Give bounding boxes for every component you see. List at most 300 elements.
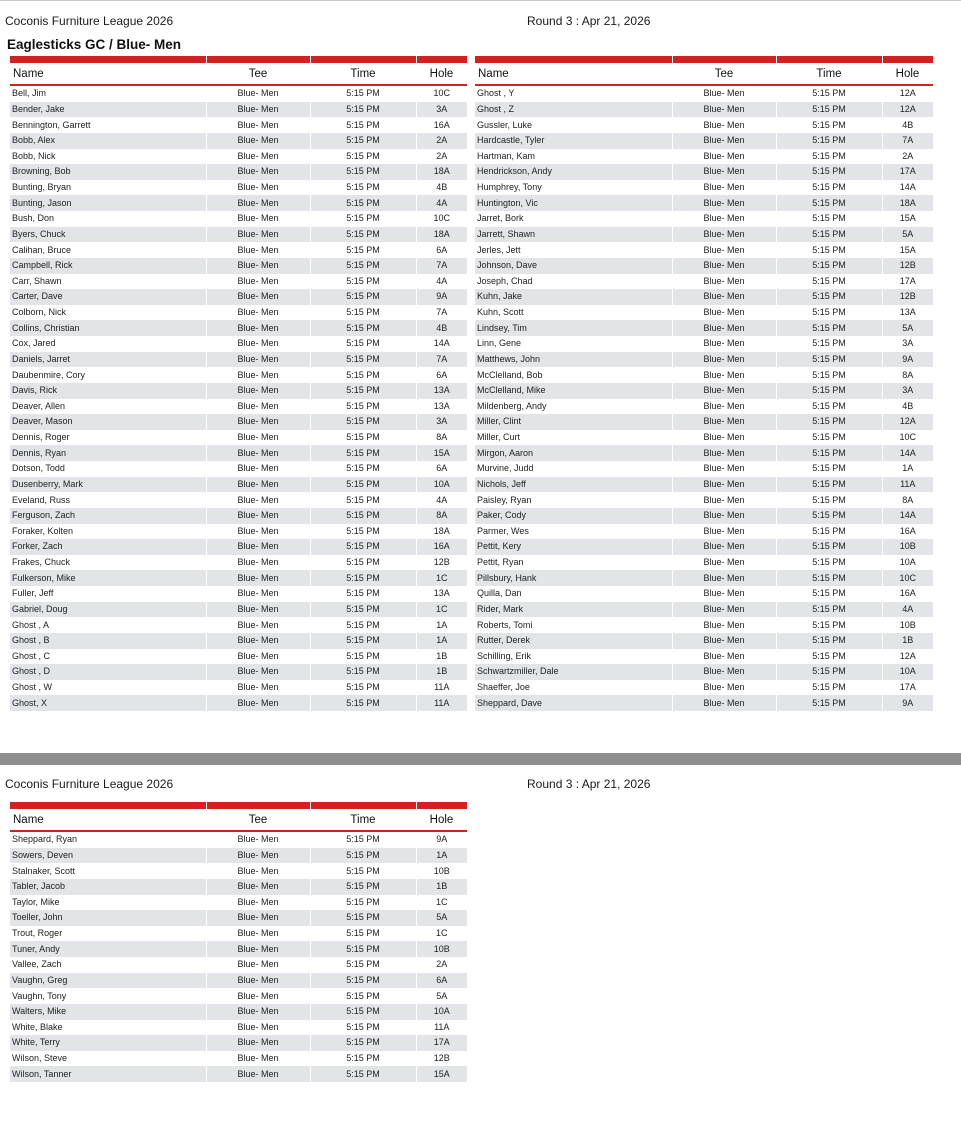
- player-name: Miller, Curt: [477, 432, 521, 443]
- player-name: Eveland, Russ: [12, 494, 71, 505]
- table-row: [10, 1066, 467, 1082]
- tee-time: 5:15 PM: [310, 539, 416, 555]
- tee-time: 5:15 PM: [776, 102, 882, 118]
- starting-hole: 9A: [882, 695, 933, 711]
- player-tee: Blue- Men: [206, 1035, 310, 1051]
- tee-time: 5:15 PM: [776, 492, 882, 508]
- tee-time: 5:15 PM: [310, 430, 416, 446]
- player-name: Tuner, Andy: [10, 941, 206, 957]
- player-tee: Blue- Men: [206, 1051, 310, 1067]
- table-row: [10, 957, 467, 973]
- tee-time: 5:15 PM: [310, 320, 416, 336]
- player-name: Paisley, Ryan: [477, 494, 532, 505]
- table-row: [10, 164, 467, 180]
- starting-hole: 15A: [416, 445, 467, 461]
- table-row: [10, 524, 467, 540]
- player-name: Bell, Jim: [12, 88, 47, 99]
- tee-time: 5:15 PM: [310, 195, 416, 211]
- table-row: [475, 242, 933, 258]
- starting-hole: 9A: [416, 831, 467, 848]
- starting-hole: 1A: [416, 617, 467, 633]
- tee-time: 5:15 PM: [776, 211, 882, 227]
- starting-hole: 6A: [416, 242, 467, 258]
- player-name: Carr, Shawn: [12, 275, 62, 286]
- player-tee: Blue- Men: [206, 149, 310, 165]
- table-row: [475, 211, 933, 227]
- column-header-time: Time: [310, 809, 416, 831]
- table-row: [10, 831, 467, 848]
- player-name: Carter, Dave: [10, 289, 206, 305]
- player-name: Foraker, Kolten: [12, 525, 74, 536]
- table-row: [10, 879, 467, 895]
- table-row: [475, 570, 933, 586]
- roster-table-page2: [10, 802, 467, 1082]
- player-tee: Blue- Men: [206, 586, 310, 602]
- tee-time: 5:15 PM: [776, 399, 882, 415]
- player-tee: Blue- Men: [672, 117, 776, 133]
- player-name: Kuhn, Scott: [477, 307, 524, 318]
- player-tee: Blue- Men: [206, 633, 310, 649]
- player-name: Ghost , Z: [475, 102, 672, 118]
- tee-time: 5:15 PM: [776, 305, 882, 321]
- tee-time: 5:15 PM: [776, 274, 882, 290]
- table-row: [10, 988, 467, 1004]
- starting-hole: 9A: [416, 289, 467, 305]
- player-name: Hendrickson, Andy: [475, 164, 672, 180]
- tee-time: 5:15 PM: [310, 570, 416, 586]
- player-name: Fuller, Jeff: [12, 588, 54, 599]
- table-row: [475, 289, 933, 305]
- player-tee: Blue- Men: [672, 508, 776, 524]
- player-name: Frakes, Chuck: [12, 557, 71, 568]
- player-name: Dusenberry, Mark: [10, 477, 206, 493]
- player-name: Mildenberg, Andy: [477, 400, 547, 411]
- player-name: Gabriel, Doug: [10, 602, 206, 618]
- column-header-name: Name: [10, 809, 206, 831]
- player-name: Huntington, Vic: [475, 195, 672, 211]
- starting-hole: 13A: [416, 586, 467, 602]
- player-name: Toeller, John: [10, 910, 206, 926]
- player-tee: Blue- Men: [672, 399, 776, 415]
- starting-hole: 7A: [882, 133, 933, 149]
- starting-hole: 7A: [416, 258, 467, 274]
- player-tee: Blue- Men: [672, 211, 776, 227]
- table-row: [10, 1035, 467, 1051]
- table-row: [10, 102, 467, 118]
- table-row: [10, 973, 467, 989]
- player-tee: Blue- Men: [206, 430, 310, 446]
- player-name: Deaver, Mason: [10, 414, 206, 430]
- table-row: [10, 274, 467, 290]
- tee-time: 5:15 PM: [776, 477, 882, 493]
- player-tee: Blue- Men: [672, 383, 776, 399]
- tee-time: 5:15 PM: [310, 399, 416, 415]
- tee-time: 5:15 PM: [776, 680, 882, 696]
- tee-time: 5:15 PM: [776, 258, 882, 274]
- table-row: [475, 399, 933, 415]
- starting-hole: 1A: [416, 633, 467, 649]
- table-row: [475, 180, 933, 196]
- table-row: [475, 539, 933, 555]
- starting-hole: 1B: [416, 879, 467, 895]
- player-tee: Blue- Men: [206, 1020, 310, 1036]
- player-tee: Blue- Men: [672, 617, 776, 633]
- starting-hole: 3A: [416, 102, 467, 118]
- table-row: [10, 695, 467, 711]
- tee-time: 5:15 PM: [776, 430, 882, 446]
- table-row: [475, 274, 933, 290]
- tee-time: 5:15 PM: [310, 586, 416, 602]
- round-date: Round 3 : Apr 21, 2026: [527, 777, 651, 791]
- tee-time: 5:15 PM: [776, 586, 882, 602]
- player-name: Pettit, Kery: [475, 539, 672, 555]
- starting-hole: 15A: [416, 1066, 467, 1082]
- player-name: Davis, Rick: [10, 383, 206, 399]
- player-tee: Blue- Men: [206, 957, 310, 973]
- table-row: [10, 414, 467, 430]
- player-tee: Blue- Men: [206, 117, 310, 133]
- table-row: [10, 570, 467, 586]
- tee-time: 5:15 PM: [776, 570, 882, 586]
- player-tee: Blue- Men: [672, 274, 776, 290]
- table-row: [10, 926, 467, 942]
- starting-hole: 4B: [416, 180, 467, 196]
- starting-hole: 18A: [416, 524, 467, 540]
- player-tee: Blue- Men: [672, 461, 776, 477]
- player-name: Bunting, Bryan: [12, 182, 72, 193]
- player-tee: Blue- Men: [206, 133, 310, 149]
- player-name: Ferguson, Zach: [10, 508, 206, 524]
- player-tee: Blue- Men: [206, 1004, 310, 1020]
- player-name: Forker, Zach: [10, 539, 206, 555]
- player-tee: Blue- Men: [206, 227, 310, 243]
- tee-time: 5:15 PM: [310, 895, 416, 911]
- tee-time: 5:15 PM: [776, 633, 882, 649]
- tee-time: 5:15 PM: [776, 149, 882, 165]
- starting-hole: 2A: [882, 149, 933, 165]
- tee-time: 5:15 PM: [310, 85, 416, 102]
- table-row: [10, 555, 467, 571]
- table-row: [10, 133, 467, 149]
- starting-hole: 13A: [416, 399, 467, 415]
- player-tee: Blue- Men: [206, 352, 310, 368]
- player-name: Deaver, Allen: [12, 400, 66, 411]
- player-name: Daniels, Jarret: [10, 352, 206, 368]
- player-name: Bunting, Jason: [10, 195, 206, 211]
- league-title: Coconis Furniture League 2026: [5, 14, 174, 28]
- player-name: Ghost, X: [10, 695, 206, 711]
- tee-time: 5:15 PM: [776, 555, 882, 571]
- player-name: Linn, Gene: [477, 338, 522, 349]
- table-row: [10, 320, 467, 336]
- table-row: [475, 305, 933, 321]
- starting-hole: 18A: [882, 195, 933, 211]
- player-name: Gussler, Luke: [477, 119, 533, 130]
- player-name: Ghost , B: [10, 633, 206, 649]
- starting-hole: 4A: [416, 274, 467, 290]
- starting-hole: 16A: [882, 524, 933, 540]
- player-tee: Blue- Men: [206, 102, 310, 118]
- starting-hole: 1A: [882, 461, 933, 477]
- player-tee: Blue- Men: [672, 149, 776, 165]
- roster-table-right: [475, 56, 933, 711]
- player-tee: Blue- Men: [206, 508, 310, 524]
- player-name: Daubenmire, Cory: [12, 369, 86, 380]
- tee-time: 5:15 PM: [310, 633, 416, 649]
- player-tee: Blue- Men: [206, 211, 310, 227]
- player-name: Collins, Christian: [10, 320, 206, 336]
- player-name: Roberts, Tomi: [477, 619, 533, 630]
- player-tee: Blue- Men: [672, 445, 776, 461]
- player-name: Parmer, Wes: [477, 525, 529, 536]
- table-row: [10, 941, 467, 957]
- player-name: Tabler, Jacob: [10, 879, 206, 895]
- tee-time: 5:15 PM: [776, 664, 882, 680]
- table-row: [475, 617, 933, 633]
- starting-hole: 3A: [882, 383, 933, 399]
- tee-time: 5:15 PM: [310, 1004, 416, 1020]
- table-row: [10, 910, 467, 926]
- player-name: Byers, Chuck: [10, 227, 206, 243]
- player-tee: Blue- Men: [672, 524, 776, 540]
- starting-hole: 10C: [882, 570, 933, 586]
- starting-hole: 15A: [882, 242, 933, 258]
- table-row: [10, 508, 467, 524]
- table-row: [10, 848, 467, 864]
- tee-time: 5:15 PM: [776, 289, 882, 305]
- starting-hole: 11A: [416, 695, 467, 711]
- table-row: [475, 352, 933, 368]
- tee-time: 5:15 PM: [776, 336, 882, 352]
- starting-hole: 14A: [416, 336, 467, 352]
- player-tee: Blue- Men: [206, 863, 310, 879]
- starting-hole: 12B: [416, 1051, 467, 1067]
- player-tee: Blue- Men: [672, 633, 776, 649]
- table-row: [10, 477, 467, 493]
- player-name: Ghost , D: [10, 664, 206, 680]
- tee-time: 5:15 PM: [310, 274, 416, 290]
- table-row: [10, 227, 467, 243]
- table-row: [10, 1051, 467, 1067]
- player-tee: Blue- Men: [206, 461, 310, 477]
- starting-hole: 10C: [416, 211, 467, 227]
- starting-hole: 13A: [416, 383, 467, 399]
- tee-time: 5:15 PM: [310, 289, 416, 305]
- player-name: Browning, Bob: [10, 164, 206, 180]
- player-tee: Blue- Men: [206, 941, 310, 957]
- player-tee: Blue- Men: [672, 242, 776, 258]
- table-row: [10, 289, 467, 305]
- starting-hole: 8A: [882, 492, 933, 508]
- starting-hole: 16A: [882, 586, 933, 602]
- starting-hole: 10B: [882, 617, 933, 633]
- tee-time: 5:15 PM: [310, 957, 416, 973]
- tee-time: 5:15 PM: [310, 1066, 416, 1082]
- player-tee: Blue- Men: [206, 414, 310, 430]
- table-row: [475, 695, 933, 711]
- player-name: Miller, Clint: [475, 414, 672, 430]
- starting-hole: 1C: [416, 570, 467, 586]
- column-header-tee: Tee: [672, 63, 776, 85]
- player-name: Lindsey, Tim: [475, 320, 672, 336]
- tee-time: 5:15 PM: [310, 305, 416, 321]
- column-header-hole: Hole: [416, 809, 467, 831]
- player-name: McClelland, Bob: [477, 369, 543, 380]
- table-row: [475, 649, 933, 665]
- player-name: Joseph, Chad: [477, 275, 533, 286]
- player-name: Colborn, Nick: [12, 307, 67, 318]
- table-row: [10, 117, 467, 133]
- tee-time: 5:15 PM: [310, 445, 416, 461]
- starting-hole: 14A: [882, 445, 933, 461]
- player-tee: Blue- Men: [206, 305, 310, 321]
- starting-hole: 4A: [416, 195, 467, 211]
- player-tee: Blue- Men: [206, 895, 310, 911]
- round-date: Round 3 : Apr 21, 2026: [527, 14, 651, 28]
- column-header-time: Time: [776, 63, 882, 85]
- page-2: [0, 765, 961, 1146]
- tee-time: 5:15 PM: [776, 539, 882, 555]
- player-tee: Blue- Men: [672, 649, 776, 665]
- player-name: Shaeffer, Joe: [477, 682, 530, 693]
- roster-table-left: [10, 56, 467, 711]
- starting-hole: 16A: [416, 117, 467, 133]
- starting-hole: 5A: [882, 320, 933, 336]
- player-name: Calihan, Bruce: [12, 244, 72, 255]
- table-row: [10, 367, 467, 383]
- player-name: Hartman, Kam: [477, 150, 536, 161]
- table-row: [475, 85, 933, 102]
- tee-time: 5:15 PM: [310, 649, 416, 665]
- player-tee: Blue- Men: [206, 831, 310, 848]
- table-row: [10, 258, 467, 274]
- player-tee: Blue- Men: [206, 570, 310, 586]
- table-row: [475, 445, 933, 461]
- starting-hole: 10B: [882, 539, 933, 555]
- course-title: Eaglesticks GC / Blue- Men: [7, 37, 182, 52]
- player-tee: Blue- Men: [672, 602, 776, 618]
- tee-time: 5:15 PM: [310, 973, 416, 989]
- table-row: [475, 102, 933, 118]
- tee-time: 5:15 PM: [310, 926, 416, 942]
- table-row: [10, 895, 467, 911]
- tee-time: 5:15 PM: [310, 831, 416, 848]
- starting-hole: 11A: [416, 680, 467, 696]
- table-row: [10, 383, 467, 399]
- tee-time: 5:15 PM: [310, 383, 416, 399]
- table-row: [475, 680, 933, 696]
- player-name: Johnson, Dave: [475, 258, 672, 274]
- column-header-time: Time: [310, 63, 416, 85]
- player-name: Campbell, Rick: [10, 258, 206, 274]
- tee-time: 5:15 PM: [776, 242, 882, 258]
- player-tee: Blue- Men: [672, 477, 776, 493]
- starting-hole: 4A: [416, 492, 467, 508]
- starting-hole: 5A: [416, 910, 467, 926]
- player-name: Rider, Mark: [475, 602, 672, 618]
- player-tee: Blue- Men: [206, 164, 310, 180]
- tee-time: 5:15 PM: [310, 477, 416, 493]
- tee-time: 5:15 PM: [310, 680, 416, 696]
- column-header-hole: Hole: [416, 63, 467, 85]
- starting-hole: 5A: [882, 227, 933, 243]
- starting-hole: 2A: [416, 133, 467, 149]
- table-row: [10, 633, 467, 649]
- table-row: [10, 195, 467, 211]
- table-row: [475, 195, 933, 211]
- tee-time: 5:15 PM: [776, 352, 882, 368]
- tee-time: 5:15 PM: [776, 414, 882, 430]
- player-tee: Blue- Men: [672, 164, 776, 180]
- tee-time: 5:15 PM: [310, 117, 416, 133]
- player-tee: Blue- Men: [206, 492, 310, 508]
- league-title: Coconis Furniture League 2026: [5, 777, 174, 791]
- player-name: Pettit, Ryan: [477, 557, 524, 568]
- tee-time: 5:15 PM: [776, 227, 882, 243]
- table-row: [10, 180, 467, 196]
- player-tee: Blue- Men: [206, 1066, 310, 1082]
- player-name: Dennis, Ryan: [10, 445, 206, 461]
- starting-hole: 17A: [882, 164, 933, 180]
- player-tee: Blue- Men: [672, 367, 776, 383]
- starting-hole: 12B: [882, 258, 933, 274]
- player-tee: Blue- Men: [672, 695, 776, 711]
- tee-time: 5:15 PM: [776, 164, 882, 180]
- table-row: [10, 211, 467, 227]
- player-tee: Blue- Men: [206, 195, 310, 211]
- starting-hole: 7A: [416, 305, 467, 321]
- tee-time: 5:15 PM: [310, 1051, 416, 1067]
- starting-hole: 14A: [882, 508, 933, 524]
- player-name: Taylor, Mike: [12, 896, 60, 907]
- starting-hole: 17A: [882, 274, 933, 290]
- tee-time: 5:15 PM: [310, 149, 416, 165]
- player-tee: Blue- Men: [672, 227, 776, 243]
- tee-time: 5:15 PM: [310, 602, 416, 618]
- player-tee: Blue- Men: [672, 289, 776, 305]
- player-tee: Blue- Men: [206, 242, 310, 258]
- table-row: [475, 524, 933, 540]
- table-row: [10, 149, 467, 165]
- table-row: [10, 399, 467, 415]
- player-name: Bennington, Garrett: [12, 119, 91, 130]
- starting-hole: 4B: [416, 320, 467, 336]
- player-name: Humphrey, Tony: [477, 182, 542, 193]
- player-tee: Blue- Men: [672, 680, 776, 696]
- player-tee: Blue- Men: [672, 180, 776, 196]
- player-tee: Blue- Men: [672, 539, 776, 555]
- starting-hole: 10A: [416, 1004, 467, 1020]
- player-tee: Blue- Men: [206, 848, 310, 864]
- player-tee: Blue- Men: [672, 102, 776, 118]
- starting-hole: 1C: [416, 602, 467, 618]
- table-row: [10, 649, 467, 665]
- starting-hole: 1B: [882, 633, 933, 649]
- player-name: Vallee, Zach: [12, 959, 62, 970]
- tee-time: 5:15 PM: [310, 1035, 416, 1051]
- player-name: Jarrett, Shawn: [475, 227, 672, 243]
- player-tee: Blue- Men: [672, 586, 776, 602]
- table-row: [10, 680, 467, 696]
- tee-time: 5:15 PM: [310, 863, 416, 879]
- starting-hole: 12A: [882, 85, 933, 102]
- starting-hole: 17A: [416, 1035, 467, 1051]
- player-tee: Blue- Men: [206, 320, 310, 336]
- player-tee: Blue- Men: [206, 336, 310, 352]
- table-row: [10, 492, 467, 508]
- starting-hole: 15A: [882, 211, 933, 227]
- column-header-name: Name: [10, 63, 206, 85]
